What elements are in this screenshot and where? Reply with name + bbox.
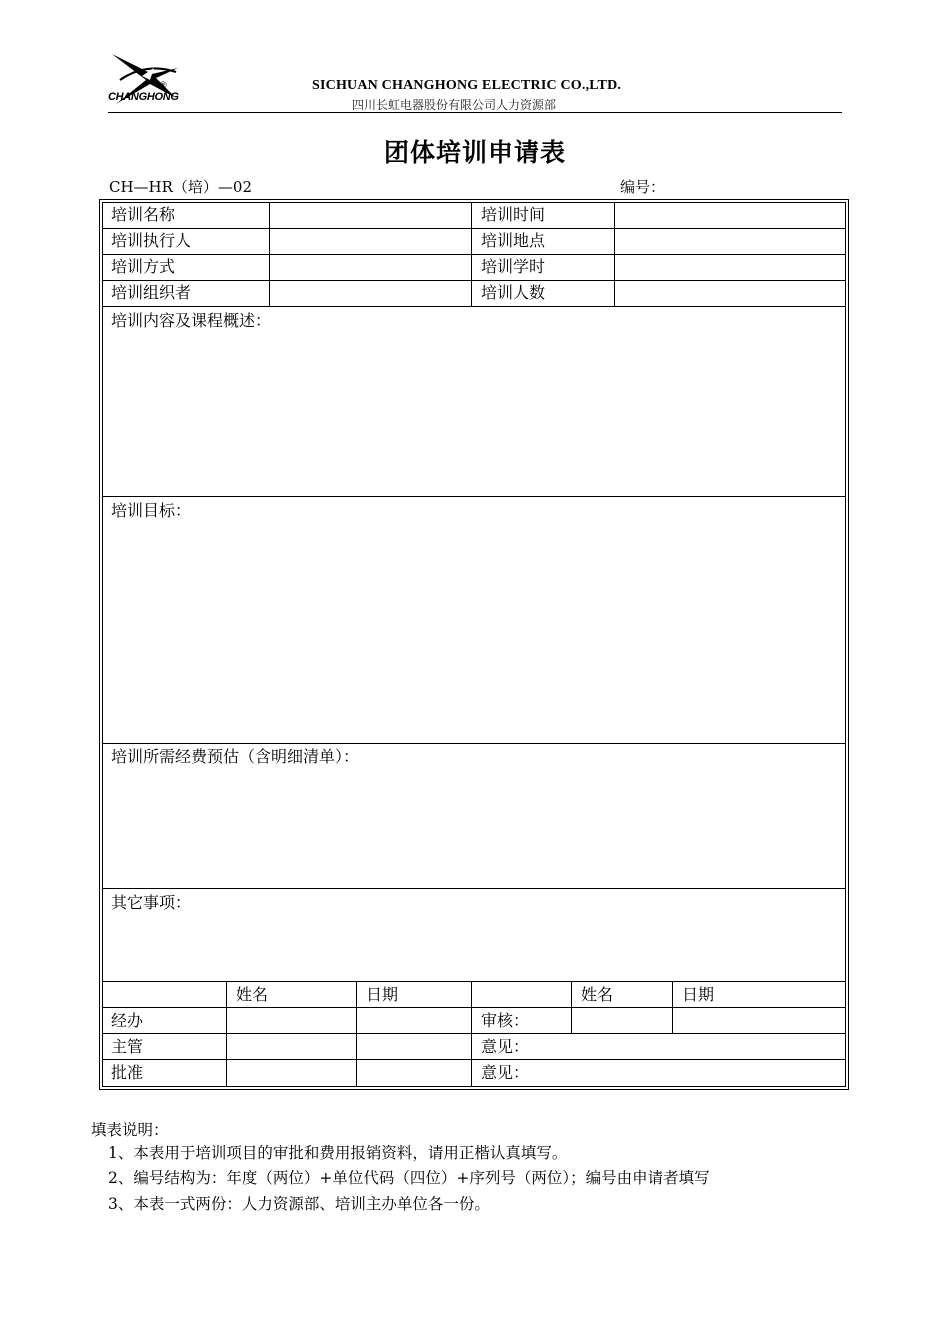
header-date-2: 日期 [682, 985, 715, 1004]
field-training-organizer[interactable] [270, 281, 470, 306]
company-name-cn: 四川长虹电器股份有限公司人力资源部 [352, 98, 557, 112]
notes-heading: 填表说明： [91, 1121, 169, 1139]
section-budget-estimate: 培训所需经费预估（含明细清单）： [111, 747, 360, 766]
field-training-goal[interactable] [103, 524, 845, 742]
field-training-headcount[interactable] [615, 281, 845, 306]
row-handler: 经办 [111, 1011, 144, 1030]
page-title: 团体培训申请表 [383, 138, 566, 167]
label-training-hours: 培训学时 [481, 257, 546, 276]
label-training-headcount: 培训人数 [481, 283, 546, 302]
field-training-location[interactable] [615, 229, 845, 254]
label-training-executor: 培训执行人 [111, 231, 192, 250]
label-review: 审核： [481, 1011, 530, 1030]
label-training-time: 培训时间 [481, 205, 546, 224]
section-course-content: 培训内容及课程概述： [111, 311, 272, 330]
field-course-content[interactable] [103, 334, 845, 495]
note-item-1: 1、本表用于培训项目的审批和费用报销资料，请用正楷认真填写。 [108, 1144, 568, 1162]
field-training-time[interactable] [615, 203, 845, 228]
field-training-executor[interactable] [270, 229, 470, 254]
field-training-hours[interactable] [615, 255, 845, 280]
field-training-name[interactable] [270, 203, 470, 228]
field-training-method[interactable] [270, 255, 470, 280]
label-training-method: 培训方式 [111, 257, 176, 276]
field-budget-estimate[interactable] [103, 770, 845, 887]
label-opinion-approve: 意见： [481, 1063, 530, 1082]
field-other-matters[interactable] [103, 916, 845, 980]
registered-mark: ® [160, 80, 167, 90]
header-rule [108, 112, 842, 113]
header-name: 姓名 [236, 985, 269, 1004]
row-supervisor: 主管 [111, 1037, 144, 1056]
header-date: 日期 [366, 985, 399, 1004]
header-name-2: 姓名 [581, 985, 614, 1004]
section-training-goal: 培训目标： [111, 501, 192, 520]
label-training-name: 培训名称 [111, 205, 176, 224]
label-opinion-supervisor: 意见： [481, 1037, 530, 1056]
note-item-2: 2、编号结构为：年度（两位）+单位代码（四位）+序列号（两位）；编号由申请者填写 [108, 1169, 710, 1187]
label-training-organizer: 培训组织者 [111, 283, 192, 302]
note-item-3: 3、本表一式两份：人力资源部、培训主办单位各一份。 [108, 1195, 490, 1213]
logo-wordmark: CHANGHONG [108, 91, 179, 103]
section-other-matters: 其它事项： [111, 893, 192, 912]
form-code: CH—HR（培）—02 [109, 178, 253, 196]
label-training-location: 培训地点 [481, 231, 546, 250]
row-approve: 批准 [111, 1063, 144, 1082]
company-name-en: SICHUAN CHANGHONG ELECTRIC CO.,LTD. [312, 78, 622, 93]
serial-number-label: 编号： [620, 178, 666, 196]
